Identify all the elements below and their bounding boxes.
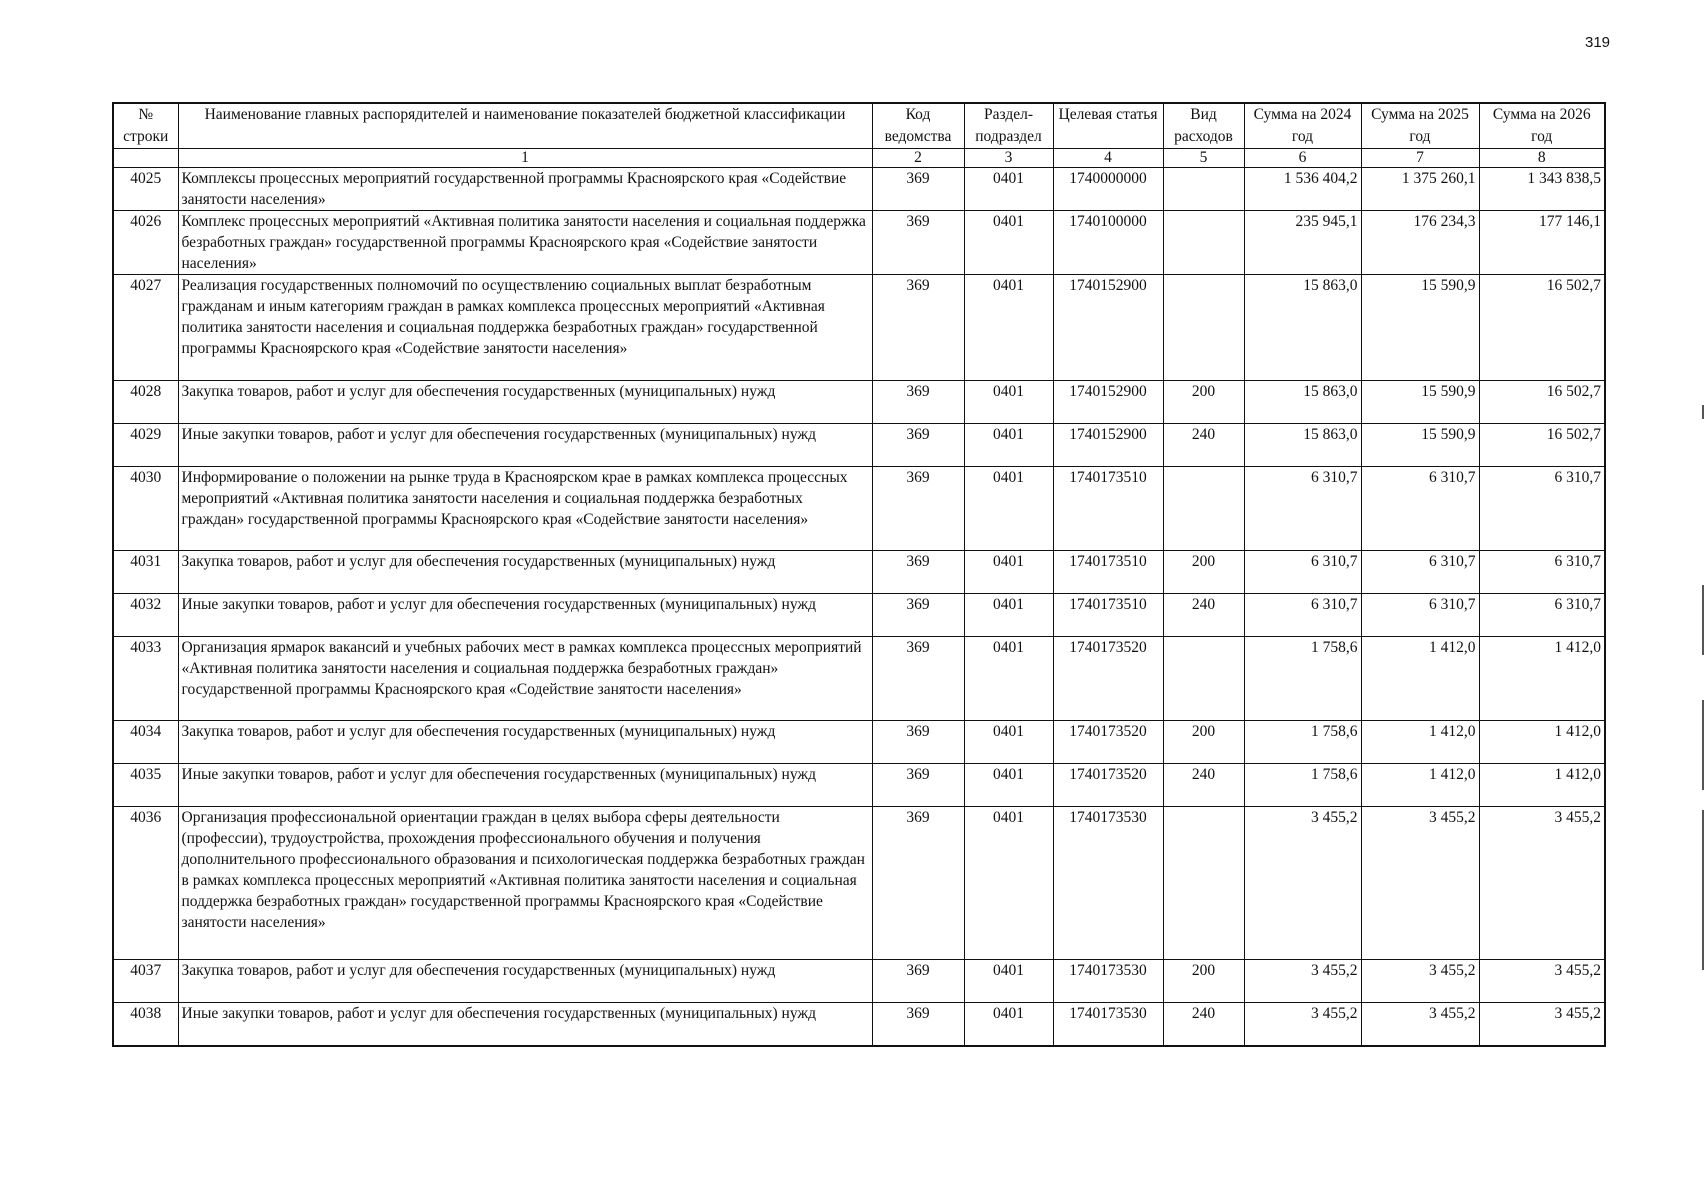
table-row xyxy=(113,211,1605,275)
row-target: 1740152900 xyxy=(1053,275,1163,381)
row-name: Иные закупки товаров, работ и услуг для обеспечения государственных (муниципальных) нужд xyxy=(178,764,872,807)
row-dept-code: 369 xyxy=(872,551,964,594)
header-sum-2025: Сумма на 2025 год xyxy=(1361,103,1479,149)
table-row xyxy=(113,594,1605,637)
row-number: 4027 xyxy=(113,275,178,381)
row-sum-2025: 3 455,2 xyxy=(1361,960,1479,1003)
row-name: Закупка товаров, работ и услуг для обеспечения государственных (муниципальных) нужд xyxy=(178,721,872,764)
row-dept-code: 369 xyxy=(872,381,964,424)
header-sum-2024: Сумма на 2024 год xyxy=(1244,103,1361,149)
row-target: 1740173510 xyxy=(1053,594,1163,637)
row-sum-2024: 1 536 404,2 xyxy=(1244,168,1361,211)
row-target: 1740173530 xyxy=(1053,1003,1163,1047)
row-name: Комплексы процессных мероприятий государственной программы Красноярского края «Содействие занятости населения» xyxy=(178,168,872,211)
row-section: 0401 xyxy=(964,1003,1053,1047)
row-sum-2026: 1 412,0 xyxy=(1479,721,1605,764)
row-target: 1740173520 xyxy=(1053,764,1163,807)
header-target: Целевая статья xyxy=(1053,103,1163,149)
scan-edge-mark xyxy=(1702,810,1704,970)
row-sum-2026: 1 412,0 xyxy=(1479,637,1605,721)
row-expense-type xyxy=(1163,637,1244,721)
row-number: 4033 xyxy=(113,637,178,721)
scan-edge-mark xyxy=(1702,585,1704,655)
row-sum-2024: 1 758,6 xyxy=(1244,721,1361,764)
row-section: 0401 xyxy=(964,807,1053,960)
row-dept-code: 369 xyxy=(872,168,964,211)
row-section: 0401 xyxy=(964,594,1053,637)
column-number: 4 xyxy=(1053,149,1163,168)
row-dept-code: 369 xyxy=(872,807,964,960)
row-expense-type: 240 xyxy=(1163,594,1244,637)
header-sum-2026: Сумма на 2026 год xyxy=(1479,103,1605,149)
row-expense-type: 240 xyxy=(1163,764,1244,807)
scan-edge-mark xyxy=(1702,700,1704,790)
column-number: 3 xyxy=(964,149,1053,168)
row-sum-2024: 235 945,1 xyxy=(1244,211,1361,275)
row-sum-2025: 6 310,7 xyxy=(1361,594,1479,637)
row-dept-code: 369 xyxy=(872,467,964,551)
row-name: Реализация государственных полномочий по осуществлению социальных выплат безработным гражданам и иным категориям граждан в рамках комплекса процессных мероприятий «Активная политика занятости населения и социальная поддержка безработных граждан» государственной программы Красноярского края «Содействие занятости населения» xyxy=(178,275,872,381)
row-number: 4031 xyxy=(113,551,178,594)
row-sum-2026: 1 412,0 xyxy=(1479,764,1605,807)
row-sum-2024: 6 310,7 xyxy=(1244,551,1361,594)
row-target: 1740173530 xyxy=(1053,960,1163,1003)
row-dept-code: 369 xyxy=(872,960,964,1003)
row-sum-2024: 3 455,2 xyxy=(1244,1003,1361,1047)
row-target: 1740173520 xyxy=(1053,721,1163,764)
header-row-no: № строки xyxy=(113,103,178,149)
row-section: 0401 xyxy=(964,721,1053,764)
table-row xyxy=(113,807,1605,960)
row-sum-2026: 16 502,7 xyxy=(1479,381,1605,424)
row-sum-2024: 15 863,0 xyxy=(1244,424,1361,467)
row-sum-2026: 6 310,7 xyxy=(1479,551,1605,594)
header-row xyxy=(113,103,1605,149)
row-dept-code: 369 xyxy=(872,424,964,467)
row-expense-type: 200 xyxy=(1163,960,1244,1003)
row-name: Закупка товаров, работ и услуг для обеспечения государственных (муниципальных) нужд xyxy=(178,960,872,1003)
table-row xyxy=(113,467,1605,551)
row-target: 1740152900 xyxy=(1053,424,1163,467)
row-sum-2025: 3 455,2 xyxy=(1361,1003,1479,1047)
row-number: 4037 xyxy=(113,960,178,1003)
row-expense-type xyxy=(1163,275,1244,381)
row-expense-type xyxy=(1163,467,1244,551)
row-expense-type xyxy=(1163,211,1244,275)
row-sum-2025: 15 590,9 xyxy=(1361,275,1479,381)
row-section: 0401 xyxy=(964,211,1053,275)
row-section: 0401 xyxy=(964,764,1053,807)
row-sum-2026: 177 146,1 xyxy=(1479,211,1605,275)
table-row xyxy=(113,721,1605,764)
row-dept-code: 369 xyxy=(872,594,964,637)
row-target: 1740173510 xyxy=(1053,467,1163,551)
column-number: 5 xyxy=(1163,149,1244,168)
row-sum-2025: 3 455,2 xyxy=(1361,807,1479,960)
table-row xyxy=(113,960,1605,1003)
row-dept-code: 369 xyxy=(872,721,964,764)
row-sum-2025: 1 412,0 xyxy=(1361,764,1479,807)
column-number-blank xyxy=(113,149,178,168)
row-sum-2026: 6 310,7 xyxy=(1479,594,1605,637)
row-sum-2024: 3 455,2 xyxy=(1244,807,1361,960)
row-section: 0401 xyxy=(964,637,1053,721)
row-number: 4038 xyxy=(113,1003,178,1047)
row-number: 4026 xyxy=(113,211,178,275)
column-number-row xyxy=(113,149,1605,168)
table-row xyxy=(113,551,1605,594)
budget-table xyxy=(112,102,1606,1047)
row-sum-2024: 6 310,7 xyxy=(1244,467,1361,551)
row-sum-2026: 16 502,7 xyxy=(1479,275,1605,381)
row-expense-type xyxy=(1163,168,1244,211)
row-number: 4032 xyxy=(113,594,178,637)
row-section: 0401 xyxy=(964,168,1053,211)
row-sum-2025: 176 234,3 xyxy=(1361,211,1479,275)
row-name: Иные закупки товаров, работ и услуг для обеспечения государственных (муниципальных) нужд xyxy=(178,424,872,467)
row-section: 0401 xyxy=(964,424,1053,467)
row-section: 0401 xyxy=(964,381,1053,424)
scan-edge-mark xyxy=(1702,405,1704,419)
row-sum-2024: 15 863,0 xyxy=(1244,381,1361,424)
row-name: Организация профессиональной ориентации граждан в целях выбора сферы деятельности (профессии), трудоустройства, прохождения профессионального обучения и получения дополнительного профессионального образования и психологическая поддержка безработных граждан в рамках комплекса процессных мероприятий «Активная политика занятости населения и социальная поддержка безработных граждан» государственной программы Красноярского края «Содействие занятости населения» xyxy=(178,807,872,960)
table-row xyxy=(113,275,1605,381)
row-sum-2024: 1 758,6 xyxy=(1244,637,1361,721)
row-number: 4035 xyxy=(113,764,178,807)
header-name: Наименование главных распорядителей и наименование показателей бюджетной классификации xyxy=(178,103,872,149)
row-expense-type xyxy=(1163,807,1244,960)
row-target: 1740000000 xyxy=(1053,168,1163,211)
row-number: 4029 xyxy=(113,424,178,467)
row-target: 1740173520 xyxy=(1053,637,1163,721)
row-name: Информирование о положении на рынке труда в Красноярском крае в рамках комплекса процессных мероприятий «Активная политика занятости населения и социальная поддержка безработных граждан» государственной программы Красноярского края «Содействие занятости населения» xyxy=(178,467,872,551)
header-dept-code: Код ведомства xyxy=(872,103,964,149)
row-target: 1740100000 xyxy=(1053,211,1163,275)
row-name: Иные закупки товаров, работ и услуг для обеспечения государственных (муниципальных) нужд xyxy=(178,1003,872,1047)
row-name: Организация ярмарок вакансий и учебных рабочих мест в рамках комплекса процессных мероприятий «Активная политика занятости населения и социальная поддержка безработных граждан» государственной программы Красноярского края «Содействие занятости населения» xyxy=(178,637,872,721)
row-sum-2025: 15 590,9 xyxy=(1361,424,1479,467)
row-expense-type: 240 xyxy=(1163,424,1244,467)
row-dept-code: 369 xyxy=(872,637,964,721)
row-number: 4036 xyxy=(113,807,178,960)
row-sum-2025: 6 310,7 xyxy=(1361,467,1479,551)
row-sum-2026: 3 455,2 xyxy=(1479,960,1605,1003)
row-expense-type: 200 xyxy=(1163,381,1244,424)
row-dept-code: 369 xyxy=(872,275,964,381)
row-sum-2024: 3 455,2 xyxy=(1244,960,1361,1003)
row-expense-type: 200 xyxy=(1163,551,1244,594)
column-number: 6 xyxy=(1244,149,1361,168)
row-sum-2024: 15 863,0 xyxy=(1244,275,1361,381)
row-sum-2026: 6 310,7 xyxy=(1479,467,1605,551)
table-row xyxy=(113,764,1605,807)
row-expense-type: 200 xyxy=(1163,721,1244,764)
header-expense-type: Вид расходов xyxy=(1163,103,1244,149)
row-sum-2026: 3 455,2 xyxy=(1479,807,1605,960)
row-section: 0401 xyxy=(964,960,1053,1003)
row-number: 4025 xyxy=(113,168,178,211)
table-row xyxy=(113,168,1605,211)
column-number: 8 xyxy=(1479,149,1605,168)
row-number: 4034 xyxy=(113,721,178,764)
row-sum-2026: 3 455,2 xyxy=(1479,1003,1605,1047)
row-target: 1740173510 xyxy=(1053,551,1163,594)
row-name: Закупка товаров, работ и услуг для обеспечения государственных (муниципальных) нужд xyxy=(178,551,872,594)
row-target: 1740152900 xyxy=(1053,381,1163,424)
row-target: 1740173530 xyxy=(1053,807,1163,960)
row-number: 4028 xyxy=(113,381,178,424)
row-sum-2025: 15 590,9 xyxy=(1361,381,1479,424)
row-dept-code: 369 xyxy=(872,211,964,275)
row-sum-2025: 1 412,0 xyxy=(1361,721,1479,764)
table-row xyxy=(113,637,1605,721)
row-sum-2026: 16 502,7 xyxy=(1479,424,1605,467)
table-row xyxy=(113,424,1605,467)
row-section: 0401 xyxy=(964,275,1053,381)
row-sum-2024: 1 758,6 xyxy=(1244,764,1361,807)
table-row xyxy=(113,381,1605,424)
row-sum-2025: 1 375 260,1 xyxy=(1361,168,1479,211)
row-name: Иные закупки товаров, работ и услуг для обеспечения государственных (муниципальных) нужд xyxy=(178,594,872,637)
row-dept-code: 369 xyxy=(872,1003,964,1047)
row-name: Комплекс процессных мероприятий «Активная политика занятости населения и социальная поддержка безработных граждан» государственной программы Красноярского края «Содействие занятости населения» xyxy=(178,211,872,275)
row-sum-2026: 1 343 838,5 xyxy=(1479,168,1605,211)
row-number: 4030 xyxy=(113,467,178,551)
column-number: 7 xyxy=(1361,149,1479,168)
column-number: 2 xyxy=(872,149,964,168)
column-number: 1 xyxy=(178,149,872,168)
row-sum-2025: 1 412,0 xyxy=(1361,637,1479,721)
row-sum-2025: 6 310,7 xyxy=(1361,551,1479,594)
page-number: 319 xyxy=(1585,34,1611,51)
row-sum-2024: 6 310,7 xyxy=(1244,594,1361,637)
row-name: Закупка товаров, работ и услуг для обеспечения государственных (муниципальных) нужд xyxy=(178,381,872,424)
row-dept-code: 369 xyxy=(872,764,964,807)
row-section: 0401 xyxy=(964,467,1053,551)
row-section: 0401 xyxy=(964,551,1053,594)
row-expense-type: 240 xyxy=(1163,1003,1244,1047)
header-section: Раздел-подраздел xyxy=(964,103,1053,149)
table-row xyxy=(113,1003,1605,1047)
